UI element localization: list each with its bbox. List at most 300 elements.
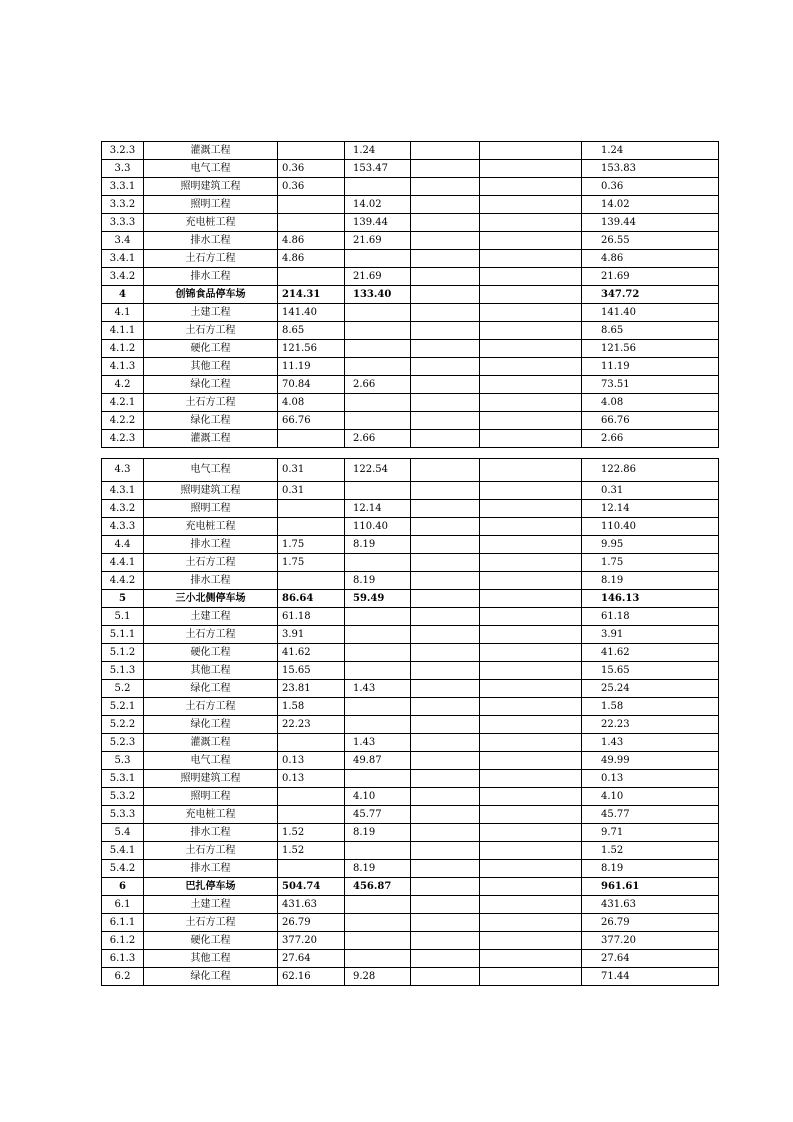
empty-cell <box>480 358 582 376</box>
empty-cell <box>411 232 480 250</box>
construction-cost-cell: 141.40 <box>278 304 345 322</box>
table-row <box>102 698 719 716</box>
empty-cell <box>480 412 582 430</box>
item-name-cell: 土石方工程 <box>144 842 278 860</box>
table-row <box>102 968 719 986</box>
equipment-cost-cell: 14.02 <box>345 196 411 214</box>
cost-table-body <box>102 459 719 986</box>
item-name-cell: 照明工程 <box>144 500 278 518</box>
empty-cell <box>480 842 582 860</box>
item-name-cell: 排水工程 <box>144 536 278 554</box>
table-row <box>102 716 719 734</box>
construction-cost-cell <box>278 788 345 806</box>
empty-cell <box>480 500 582 518</box>
empty-cell <box>480 644 582 662</box>
table-row <box>102 752 719 770</box>
empty-cell <box>411 160 480 178</box>
empty-cell <box>480 340 582 358</box>
item-name-cell: 照明工程 <box>144 196 278 214</box>
equipment-cost-cell <box>345 304 411 322</box>
table-row <box>102 412 719 430</box>
table-row <box>102 376 719 394</box>
empty-cell <box>411 662 480 680</box>
empty-cell <box>480 608 582 626</box>
item-number-cell: 4.3.2 <box>102 500 144 518</box>
total-cost-cell: 1.24 <box>582 142 719 160</box>
equipment-cost-cell: 122.54 <box>345 459 411 482</box>
total-cost-cell: 377.20 <box>582 932 719 950</box>
empty-cell <box>411 860 480 878</box>
equipment-cost-cell: 1.43 <box>345 734 411 752</box>
equipment-cost-cell <box>345 340 411 358</box>
item-number-cell: 5 <box>102 590 144 608</box>
total-cost-cell: 14.02 <box>582 196 719 214</box>
empty-cell <box>480 950 582 968</box>
empty-cell <box>480 304 582 322</box>
table-row <box>102 590 719 608</box>
table-row <box>102 842 719 860</box>
equipment-cost-cell: 2.66 <box>345 376 411 394</box>
empty-cell <box>480 322 582 340</box>
table-row <box>102 554 719 572</box>
construction-cost-cell: 1.75 <box>278 536 345 554</box>
table-row <box>102 358 719 376</box>
item-number-cell: 5.1.3 <box>102 662 144 680</box>
equipment-cost-cell: 8.19 <box>345 572 411 590</box>
total-cost-cell: 139.44 <box>582 214 719 232</box>
table-row <box>102 626 719 644</box>
total-cost-cell: 11.19 <box>582 358 719 376</box>
item-name-cell: 其他工程 <box>144 950 278 968</box>
total-cost-cell: 0.13 <box>582 770 719 788</box>
table-row <box>102 878 719 896</box>
empty-cell <box>411 590 480 608</box>
empty-cell <box>411 680 480 698</box>
total-cost-cell: 9.95 <box>582 536 719 554</box>
construction-cost-cell: 3.91 <box>278 626 345 644</box>
item-number-cell: 6.2 <box>102 968 144 986</box>
construction-cost-cell: 504.74 <box>278 878 345 896</box>
construction-cost-cell: 15.65 <box>278 662 345 680</box>
empty-cell <box>480 518 582 536</box>
empty-cell <box>480 160 582 178</box>
empty-cell <box>411 250 480 268</box>
construction-cost-cell: 8.65 <box>278 322 345 340</box>
construction-cost-cell: 0.31 <box>278 459 345 482</box>
equipment-cost-cell <box>345 770 411 788</box>
empty-cell <box>411 608 480 626</box>
construction-cost-cell: 1.52 <box>278 824 345 842</box>
empty-cell <box>480 178 582 196</box>
construction-cost-cell: 1.52 <box>278 842 345 860</box>
item-name-cell: 充电桩工程 <box>144 214 278 232</box>
equipment-cost-cell <box>345 394 411 412</box>
total-cost-cell: 71.44 <box>582 968 719 986</box>
item-name-cell: 巴扎停车场 <box>144 878 278 896</box>
total-cost-cell: 15.65 <box>582 662 719 680</box>
table-row <box>102 950 719 968</box>
construction-cost-cell: 4.08 <box>278 394 345 412</box>
equipment-cost-cell: 8.19 <box>345 860 411 878</box>
total-cost-cell: 8.19 <box>582 572 719 590</box>
item-name-cell: 电气工程 <box>144 752 278 770</box>
table-row <box>102 340 719 358</box>
table-row <box>102 250 719 268</box>
equipment-cost-cell: 45.77 <box>345 806 411 824</box>
item-number-cell: 3.3.3 <box>102 214 144 232</box>
item-number-cell: 5.3.1 <box>102 770 144 788</box>
empty-cell <box>480 770 582 788</box>
item-name-cell: 绿化工程 <box>144 968 278 986</box>
equipment-cost-cell: 12.14 <box>345 500 411 518</box>
total-cost-cell: 4.08 <box>582 394 719 412</box>
item-number-cell: 5.3.3 <box>102 806 144 824</box>
equipment-cost-cell: 21.69 <box>345 232 411 250</box>
total-cost-cell: 122.86 <box>582 459 719 482</box>
total-cost-cell: 26.79 <box>582 914 719 932</box>
construction-cost-cell: 431.63 <box>278 896 345 914</box>
item-name-cell: 电气工程 <box>144 459 278 482</box>
equipment-cost-cell <box>345 554 411 572</box>
empty-cell <box>411 932 480 950</box>
empty-cell <box>411 196 480 214</box>
item-number-cell: 3.4 <box>102 232 144 250</box>
item-number-cell: 3.4.2 <box>102 268 144 286</box>
item-number-cell: 4.1.2 <box>102 340 144 358</box>
empty-cell <box>411 896 480 914</box>
construction-cost-cell <box>278 196 345 214</box>
total-cost-cell: 12.14 <box>582 500 719 518</box>
equipment-cost-cell <box>345 482 411 500</box>
item-number-cell: 4.3 <box>102 459 144 482</box>
empty-cell <box>480 430 582 448</box>
total-cost-cell: 153.83 <box>582 160 719 178</box>
table-row <box>102 430 719 448</box>
construction-cost-cell: 62.16 <box>278 968 345 986</box>
item-number-cell: 6.1.2 <box>102 932 144 950</box>
table-row <box>102 160 719 178</box>
total-cost-cell: 146.13 <box>582 590 719 608</box>
empty-cell <box>411 572 480 590</box>
empty-cell <box>480 788 582 806</box>
equipment-cost-cell <box>345 644 411 662</box>
item-number-cell: 5.4.2 <box>102 860 144 878</box>
empty-cell <box>480 394 582 412</box>
total-cost-cell: 8.65 <box>582 322 719 340</box>
item-name-cell: 土石方工程 <box>144 394 278 412</box>
empty-cell <box>411 842 480 860</box>
empty-cell <box>480 914 582 932</box>
construction-cost-cell: 0.13 <box>278 770 345 788</box>
item-number-cell: 5.4.1 <box>102 842 144 860</box>
total-cost-cell: 25.24 <box>582 680 719 698</box>
empty-cell <box>411 500 480 518</box>
item-number-cell: 5.1 <box>102 608 144 626</box>
empty-cell <box>411 734 480 752</box>
empty-cell <box>480 142 582 160</box>
item-name-cell: 其他工程 <box>144 662 278 680</box>
empty-cell <box>480 482 582 500</box>
empty-cell <box>411 268 480 286</box>
table-row <box>102 304 719 322</box>
table-row <box>102 196 719 214</box>
empty-cell <box>411 806 480 824</box>
empty-cell <box>411 322 480 340</box>
item-number-cell: 5.1.2 <box>102 644 144 662</box>
item-name-cell: 灌溉工程 <box>144 734 278 752</box>
empty-cell <box>480 554 582 572</box>
empty-cell <box>411 142 480 160</box>
item-number-cell: 5.2.3 <box>102 734 144 752</box>
item-name-cell: 土石方工程 <box>144 914 278 932</box>
empty-cell <box>411 518 480 536</box>
cost-table-body <box>102 142 719 448</box>
empty-cell <box>411 752 480 770</box>
total-cost-cell: 8.19 <box>582 860 719 878</box>
table-row <box>102 394 719 412</box>
item-name-cell: 排水工程 <box>144 232 278 250</box>
equipment-cost-cell: 49.87 <box>345 752 411 770</box>
item-name-cell: 其他工程 <box>144 358 278 376</box>
empty-cell <box>411 536 480 554</box>
equipment-cost-cell <box>345 950 411 968</box>
item-number-cell: 3.3 <box>102 160 144 178</box>
empty-cell <box>480 698 582 716</box>
total-cost-cell: 45.77 <box>582 806 719 824</box>
total-cost-cell: 961.61 <box>582 878 719 896</box>
construction-cost-cell: 41.62 <box>278 644 345 662</box>
empty-cell <box>411 304 480 322</box>
empty-cell <box>480 968 582 986</box>
construction-cost-cell: 0.13 <box>278 752 345 770</box>
empty-cell <box>480 536 582 554</box>
empty-cell <box>411 412 480 430</box>
equipment-cost-cell <box>345 626 411 644</box>
table-row <box>102 644 719 662</box>
empty-cell <box>480 232 582 250</box>
table-row <box>102 680 719 698</box>
construction-cost-cell: 121.56 <box>278 340 345 358</box>
construction-cost-cell: 23.81 <box>278 680 345 698</box>
empty-cell <box>411 554 480 572</box>
item-name-cell: 排水工程 <box>144 824 278 842</box>
item-number-cell: 6.1.1 <box>102 914 144 932</box>
empty-cell <box>411 286 480 304</box>
item-name-cell: 充电桩工程 <box>144 806 278 824</box>
item-number-cell: 6.1 <box>102 896 144 914</box>
construction-cost-cell <box>278 572 345 590</box>
equipment-cost-cell: 133.40 <box>345 286 411 304</box>
table-row <box>102 322 719 340</box>
item-name-cell: 充电桩工程 <box>144 518 278 536</box>
equipment-cost-cell <box>345 178 411 196</box>
construction-cost-cell: 86.64 <box>278 590 345 608</box>
table-row <box>102 806 719 824</box>
construction-cost-cell: 4.86 <box>278 250 345 268</box>
empty-cell <box>411 178 480 196</box>
total-cost-cell: 26.55 <box>582 232 719 250</box>
total-cost-cell: 121.56 <box>582 340 719 358</box>
item-name-cell: 排水工程 <box>144 572 278 590</box>
empty-cell <box>480 626 582 644</box>
construction-cost-cell: 1.75 <box>278 554 345 572</box>
empty-cell <box>411 716 480 734</box>
empty-cell <box>480 878 582 896</box>
empty-cell <box>480 214 582 232</box>
table-row <box>102 662 719 680</box>
table-row <box>102 518 719 536</box>
equipment-cost-cell <box>345 914 411 932</box>
construction-cost-cell: 66.76 <box>278 412 345 430</box>
equipment-cost-cell: 456.87 <box>345 878 411 896</box>
empty-cell <box>480 824 582 842</box>
empty-cell <box>480 572 582 590</box>
construction-cost-cell <box>278 500 345 518</box>
equipment-cost-cell: 8.19 <box>345 824 411 842</box>
equipment-cost-cell <box>345 322 411 340</box>
item-name-cell: 排水工程 <box>144 860 278 878</box>
item-name-cell: 三小北侧停车场 <box>144 590 278 608</box>
item-name-cell: 照明建筑工程 <box>144 770 278 788</box>
item-number-cell: 6.1.3 <box>102 950 144 968</box>
total-cost-cell: 41.62 <box>582 644 719 662</box>
empty-cell <box>411 376 480 394</box>
empty-cell <box>480 860 582 878</box>
item-number-cell: 5.1.1 <box>102 626 144 644</box>
item-name-cell: 土石方工程 <box>144 554 278 572</box>
total-cost-cell: 3.91 <box>582 626 719 644</box>
equipment-cost-cell: 1.43 <box>345 680 411 698</box>
table-row <box>102 734 719 752</box>
equipment-cost-cell <box>345 932 411 950</box>
table-row <box>102 142 719 160</box>
construction-cost-cell: 61.18 <box>278 608 345 626</box>
item-name-cell: 硬化工程 <box>144 932 278 950</box>
equipment-cost-cell: 139.44 <box>345 214 411 232</box>
equipment-cost-cell <box>345 250 411 268</box>
item-name-cell: 土石方工程 <box>144 698 278 716</box>
total-cost-cell: 66.76 <box>582 412 719 430</box>
total-cost-cell: 110.40 <box>582 518 719 536</box>
equipment-cost-cell: 9.28 <box>345 968 411 986</box>
equipment-cost-cell <box>345 608 411 626</box>
total-cost-cell: 431.63 <box>582 896 719 914</box>
total-cost-cell: 4.10 <box>582 788 719 806</box>
empty-cell <box>480 196 582 214</box>
item-name-cell: 硬化工程 <box>144 340 278 358</box>
empty-cell <box>480 376 582 394</box>
empty-cell <box>411 770 480 788</box>
item-name-cell: 绿化工程 <box>144 680 278 698</box>
item-name-cell: 土建工程 <box>144 896 278 914</box>
table-row <box>102 268 719 286</box>
item-name-cell: 电气工程 <box>144 160 278 178</box>
item-number-cell: 5.3.2 <box>102 788 144 806</box>
empty-cell <box>411 358 480 376</box>
construction-cost-cell: 0.36 <box>278 178 345 196</box>
item-name-cell: 土石方工程 <box>144 250 278 268</box>
total-cost-cell: 22.23 <box>582 716 719 734</box>
item-number-cell: 5.2 <box>102 680 144 698</box>
construction-cost-cell <box>278 268 345 286</box>
equipment-cost-cell <box>345 412 411 430</box>
cost-table-part2 <box>101 458 719 986</box>
total-cost-cell: 1.52 <box>582 842 719 860</box>
construction-cost-cell: 27.64 <box>278 950 345 968</box>
empty-cell <box>480 716 582 734</box>
equipment-cost-cell: 8.19 <box>345 536 411 554</box>
equipment-cost-cell <box>345 842 411 860</box>
construction-cost-cell: 1.58 <box>278 698 345 716</box>
table-row <box>102 896 719 914</box>
construction-cost-cell: 4.86 <box>278 232 345 250</box>
item-number-cell: 6 <box>102 878 144 896</box>
empty-cell <box>411 968 480 986</box>
item-number-cell: 4.2 <box>102 376 144 394</box>
empty-cell <box>480 896 582 914</box>
total-cost-cell: 0.36 <box>582 178 719 196</box>
table-row <box>102 788 719 806</box>
construction-cost-cell <box>278 214 345 232</box>
table-row <box>102 482 719 500</box>
total-cost-cell: 61.18 <box>582 608 719 626</box>
total-cost-cell: 347.72 <box>582 286 719 304</box>
equipment-cost-cell: 153.47 <box>345 160 411 178</box>
total-cost-cell: 1.43 <box>582 734 719 752</box>
total-cost-cell: 49.99 <box>582 752 719 770</box>
item-name-cell: 硬化工程 <box>144 644 278 662</box>
empty-cell <box>480 734 582 752</box>
item-number-cell: 4.3.3 <box>102 518 144 536</box>
item-number-cell: 4.2.3 <box>102 430 144 448</box>
construction-cost-cell: 0.31 <box>278 482 345 500</box>
empty-cell <box>480 590 582 608</box>
table-row <box>102 178 719 196</box>
item-number-cell: 5.3 <box>102 752 144 770</box>
equipment-cost-cell <box>345 358 411 376</box>
item-number-cell: 4 <box>102 286 144 304</box>
item-name-cell: 灌溉工程 <box>144 430 278 448</box>
construction-cost-cell: 26.79 <box>278 914 345 932</box>
empty-cell <box>480 752 582 770</box>
empty-cell <box>411 482 480 500</box>
empty-cell <box>411 394 480 412</box>
empty-cell <box>480 932 582 950</box>
item-name-cell: 绿化工程 <box>144 716 278 734</box>
empty-cell <box>480 268 582 286</box>
table-row <box>102 932 719 950</box>
construction-cost-cell <box>278 518 345 536</box>
construction-cost-cell: 377.20 <box>278 932 345 950</box>
empty-cell <box>411 824 480 842</box>
table-row <box>102 459 719 482</box>
empty-cell <box>411 340 480 358</box>
equipment-cost-cell: 110.40 <box>345 518 411 536</box>
table-row <box>102 214 719 232</box>
table-row <box>102 232 719 250</box>
total-cost-cell: 0.31 <box>582 482 719 500</box>
empty-cell <box>411 214 480 232</box>
equipment-cost-cell: 2.66 <box>345 430 411 448</box>
table-row <box>102 770 719 788</box>
table-row <box>102 824 719 842</box>
item-name-cell: 绿化工程 <box>144 412 278 430</box>
item-number-cell: 4.1.3 <box>102 358 144 376</box>
empty-cell <box>480 459 582 482</box>
total-cost-cell: 1.75 <box>582 554 719 572</box>
total-cost-cell: 1.58 <box>582 698 719 716</box>
construction-cost-cell <box>278 806 345 824</box>
